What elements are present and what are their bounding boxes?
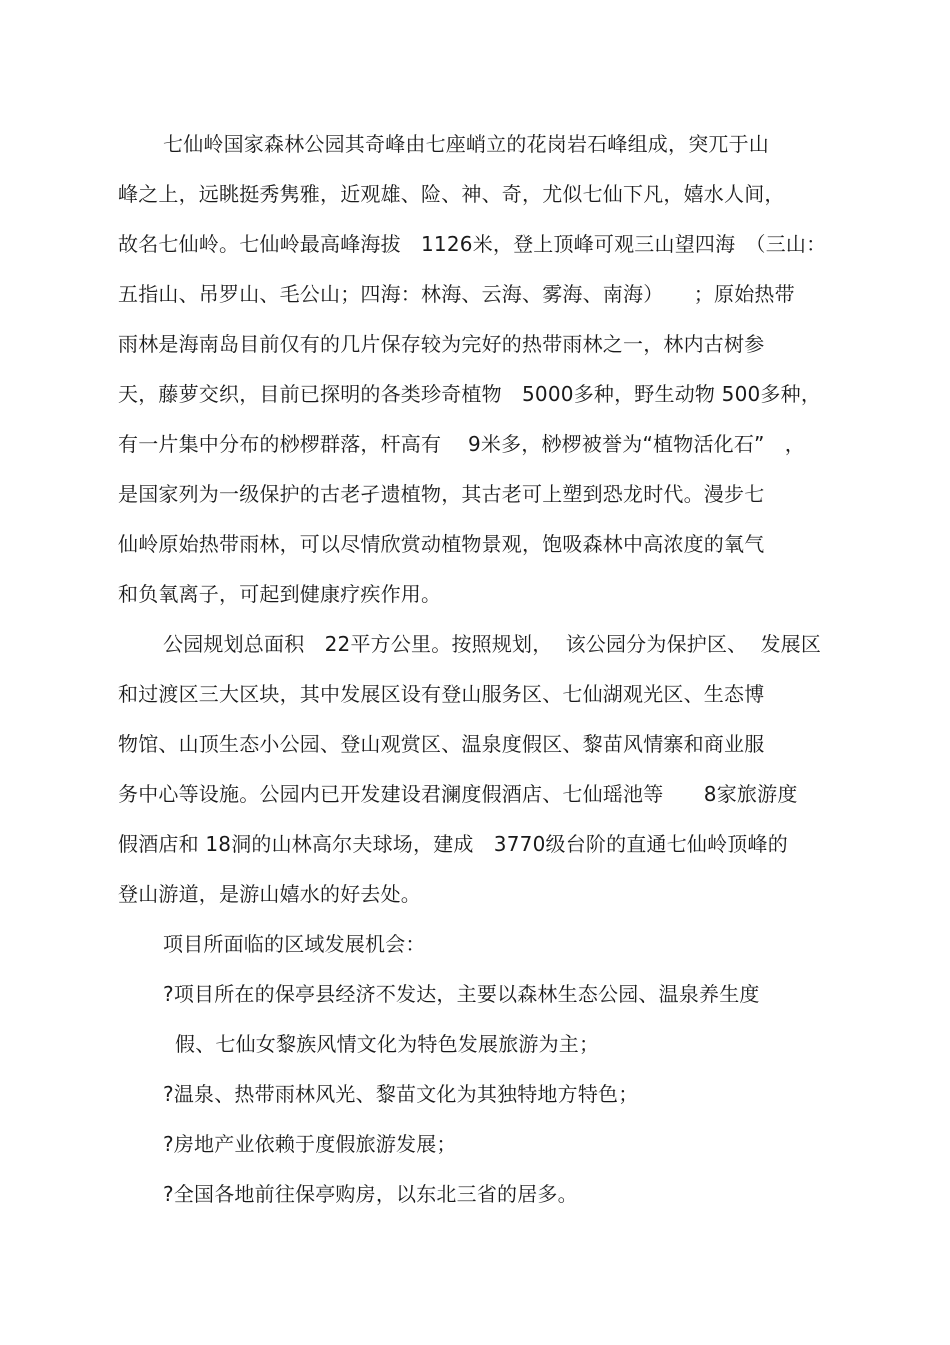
paragraph-line: 雨林是海南岛目前仅有的几片保存较为完好的热带雨林之一，林内古树参 (118, 332, 765, 356)
paragraph-line: 峰之上，远眺挺秀隽雅，近观雄、险、神、奇，尤似七仙下凡，嬉水人间， (118, 182, 785, 206)
bullet-item: ?项目所在的保亭县经济不发达，主要以森林生态公园、温泉养生度 (163, 982, 760, 1006)
paragraph-line: 有一片集中分布的桫椤群落，杆高有 9米多，桫椤被誉为“植物活化石” ， (118, 432, 806, 456)
paragraph-line: 五指山、吊罗山、毛公山；四海：林海、云海、雾海、南海） ；原始热带 (118, 282, 795, 306)
paragraph-line: 登山游道，是游山嬉水的好去处。 (118, 882, 421, 906)
bullet-item: ?温泉、热带雨林风光、黎苗文化为其独特地方特色； (163, 1082, 639, 1106)
bullet-item-continuation: 假、七仙女黎族风情文化为特色发展旅游为主； (175, 1032, 600, 1056)
paragraph-line: 公园规划总面积 22平方公里。按照规划， 该公园分为保护区、 发展区 (163, 632, 822, 656)
paragraph-line: 务中心等设施。公园内已开发建设君澜度假酒店、七仙瑶池等 8家旅游度 (118, 782, 798, 806)
paragraph-line: 故名七仙岭。七仙岭最高峰海拔 1126米，登上顶峰可观三山望四海 （三山： (118, 232, 827, 256)
paragraph-line: 是国家列为一级保护的古老孑遗植物，其古老可上塑到恐龙时代。漫步七 (118, 482, 765, 506)
paragraph-line: 物馆、山顶生态小公园、登山观赏区、温泉度假区、黎苗风情寨和商业服 (118, 732, 765, 756)
paragraph-line: 七仙岭国家森林公园其奇峰由七座峭立的花岗岩石峰组成，突兀于山 (163, 132, 769, 156)
bullet-item: ?房地产业依赖于度假旅游发展； (163, 1132, 457, 1156)
paragraph-line: 天，藤萝交织，目前已探明的各类珍奇植物 5000多种，野生动物 500多种， (118, 382, 822, 406)
paragraph-line: 仙岭原始热带雨林，可以尽情欣赏动植物景观，饱吸森林中高浓度的氧气 (118, 532, 765, 556)
section-heading: 项目所面临的区域发展机会： (163, 932, 426, 956)
paragraph-line: 假酒店和 18洞的山林高尔夫球场，建成 3770级台阶的直通七仙岭顶峰的 (118, 832, 788, 856)
paragraph-line: 和负氧离子，可起到健康疗疾作用。 (118, 582, 442, 606)
bullet-item: ?全国各地前往保亭购房，以东北三省的居多。 (163, 1182, 578, 1206)
paragraph-line: 和过渡区三大区块，其中发展区设有登山服务区、七仙湖观光区、生态博 (118, 682, 765, 706)
